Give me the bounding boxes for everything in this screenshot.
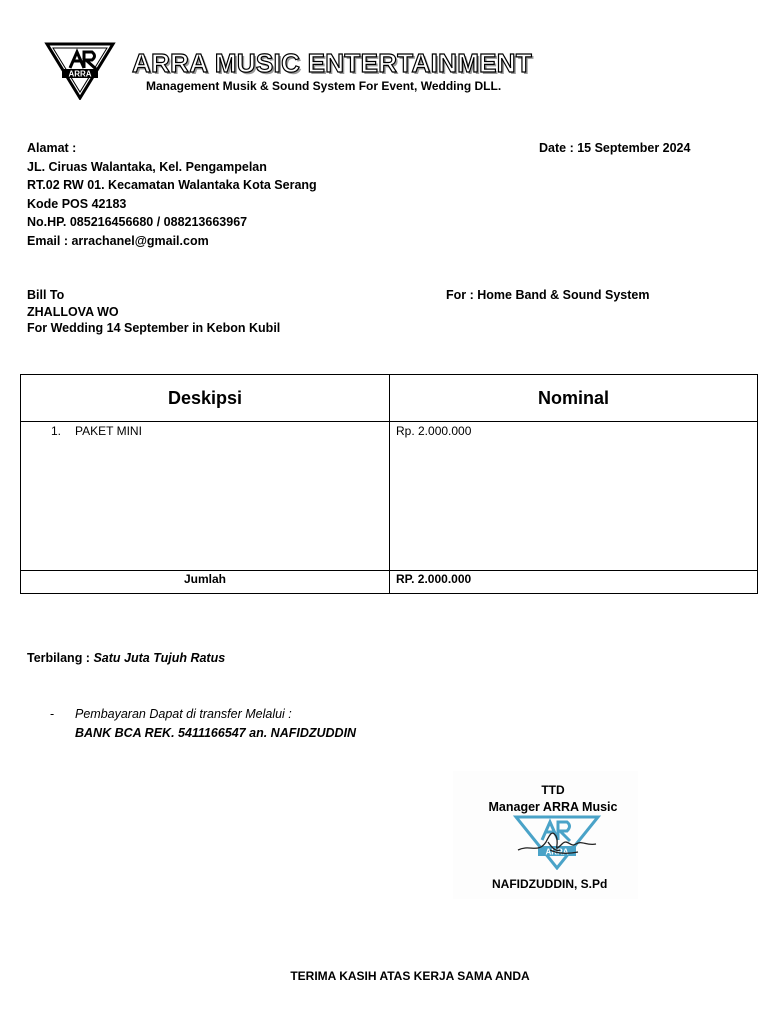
- bill-to-block: [27, 287, 280, 337]
- svg-text:ARRA: ARRA: [68, 69, 92, 79]
- footer-thanks: TERIMA KASIH ATAS KERJA SAMA ANDA: [290, 969, 530, 983]
- signature-title: Manager ARRA Music: [488, 800, 618, 814]
- column-header-description: Deskipsi: [167, 388, 243, 408]
- payment-bullet: -: [50, 707, 55, 721]
- address-email: Email : arrachanel@gmail.com: [27, 233, 209, 248]
- bill-for: For : Home Band & Sound System: [446, 288, 650, 302]
- row-number: 1.: [51, 424, 62, 438]
- company-stamp-icon: [512, 814, 602, 870]
- amount-in-words: [27, 651, 225, 665]
- address-label: Alamat :: [27, 141, 77, 155]
- company-name: ARRA MUSIC ENTERTAINMENT: [132, 48, 533, 78]
- table-header-divider: [21, 421, 757, 422]
- address-phone: No.HP. 085216456680 / 088213663967: [27, 215, 248, 230]
- payment-bank-account: BANK BCA REK. 5411166547 an. NAFIDZUDDIN: [75, 726, 357, 740]
- row-description: PAKET MINI: [75, 424, 142, 438]
- terbilang-value: Satu Juta Tujuh Ratus: [93, 651, 226, 665]
- invoice-table: [20, 374, 758, 594]
- arra-logo-icon: [44, 42, 116, 100]
- address-postal: Kode POS 42183: [27, 196, 127, 211]
- payment-note: Pembayaran Dapat di transfer Melalui :: [75, 707, 292, 721]
- address-street: JL. Ciruas Walantaka, Kel. Pengampelan: [27, 159, 267, 174]
- terbilang-label: Terbilang :: [27, 651, 90, 665]
- address-district: RT.02 RW 01. Kecamatan Walantaka Kota Serang: [27, 178, 317, 193]
- table-total-divider: [21, 570, 757, 571]
- invoice-date: Date : 15 September 2024: [539, 141, 691, 155]
- signature-ttd: TTD: [541, 783, 565, 797]
- signature-name: NAFIDZUDDIN, S.Pd: [492, 877, 608, 891]
- address-block: [27, 139, 317, 251]
- row-amount: Rp. 2.000.000: [396, 424, 472, 438]
- bill-to-label: Bill To: [27, 288, 65, 302]
- column-header-nominal: Nominal: [537, 388, 609, 408]
- bill-to-name: ZHALLOVA WO: [27, 304, 119, 319]
- total-label: Jumlah: [183, 572, 226, 586]
- svg-text:ARRA: ARRA: [545, 847, 569, 857]
- total-amount: RP. 2.000.000: [396, 572, 472, 586]
- company-tagline: Management Musik & Sound System For Event, Wedding DLL.: [146, 79, 502, 93]
- bill-to-event: For Wedding 14 September in Kebon Kubil: [27, 321, 281, 335]
